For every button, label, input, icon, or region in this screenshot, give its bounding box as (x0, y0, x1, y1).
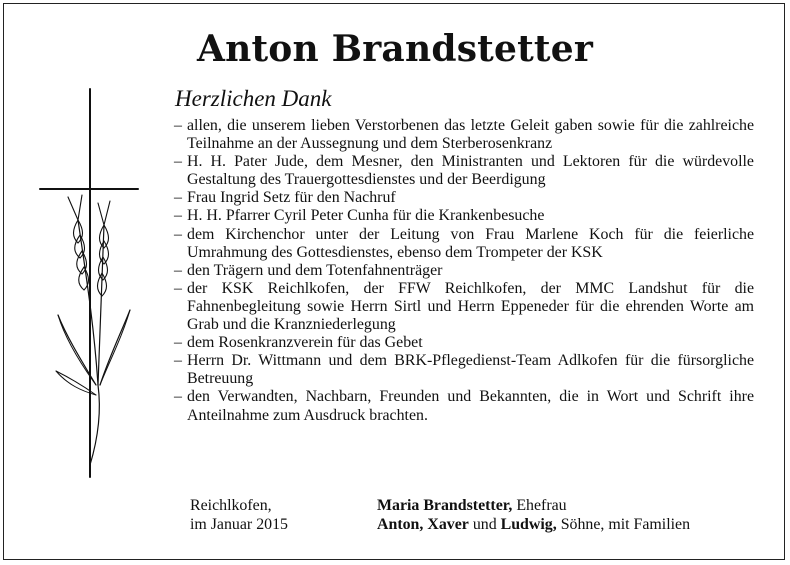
list-item: – Herrn Dr. Wittmann und dem BRK-Pflegedienst-Team Adlkofen für die fürsorgliche Betreuung (174, 352, 754, 388)
deceased-name: Anton Brandstetter (196, 28, 594, 70)
wife-name: Maria Brandstetter, (377, 497, 513, 514)
list-item: – allen, die unserem lieben Verstorbenen das letzte Geleit gaben sowie für die zahlreiche Teilnahme an der Aussegnung und dem Sterberosenkranz (174, 117, 754, 153)
list-item: – H. H. Pfarrer Cyril Peter Cunha für die Krankenbesuche (174, 207, 754, 225)
list-item: – dem Rosenkranzverein für das Gebet (174, 334, 754, 352)
wife-role: Ehefrau (512, 497, 567, 514)
place: Reichlkofen, (190, 497, 272, 514)
sons-role: Söhne, mit Familien (556, 515, 691, 533)
list-item: – dem Kirchenchor unter der Leitung von Frau Marlene Koch für die feierliche Umrahmung des Gottesdienstes, ebenso dem Trompeter der KSK (174, 226, 754, 262)
signature (377, 497, 690, 534)
list-item: – den Trägern und dem Totenfahnenträger (174, 262, 754, 280)
signature-line-sons (377, 516, 690, 535)
cross-with-wheat-icon (38, 85, 148, 485)
thanks-list (174, 117, 754, 425)
thanks-heading: Herzlichen Dank (175, 86, 332, 111)
place-date (190, 497, 288, 534)
list-item: – Frau Ingrid Setz für den Nachruf (174, 189, 754, 207)
signature-line-wife (377, 497, 690, 516)
list-item: – den Verwandten, Nachbarn, Freunden und Bekannten, die in Wort und Schrift ihre Anteilnahme zum Ausdruck brachten. (174, 388, 754, 424)
son-name: Xaver (427, 515, 469, 533)
conjunction: und (468, 515, 501, 533)
date: im Januar 2015 (190, 515, 288, 533)
list-item: – der KSK Reichlkofen, der FFW Reichlkofen, der MMC Landshut für die Fahnenbegleitung sowie Herrn Sirtl und Herrn Eppeneder für die ehrenden Worte am Grab und die Kranzniederlegung (174, 280, 754, 334)
list-item: – H. H. Pater Jude, dem Mesner, den Ministranten und Lektoren für die würdevolle Gestaltung des Trauergottesdienstes und der Beerdigung (174, 153, 754, 189)
son-name: Anton, (377, 515, 424, 533)
son-name: Ludwig, (500, 515, 557, 533)
